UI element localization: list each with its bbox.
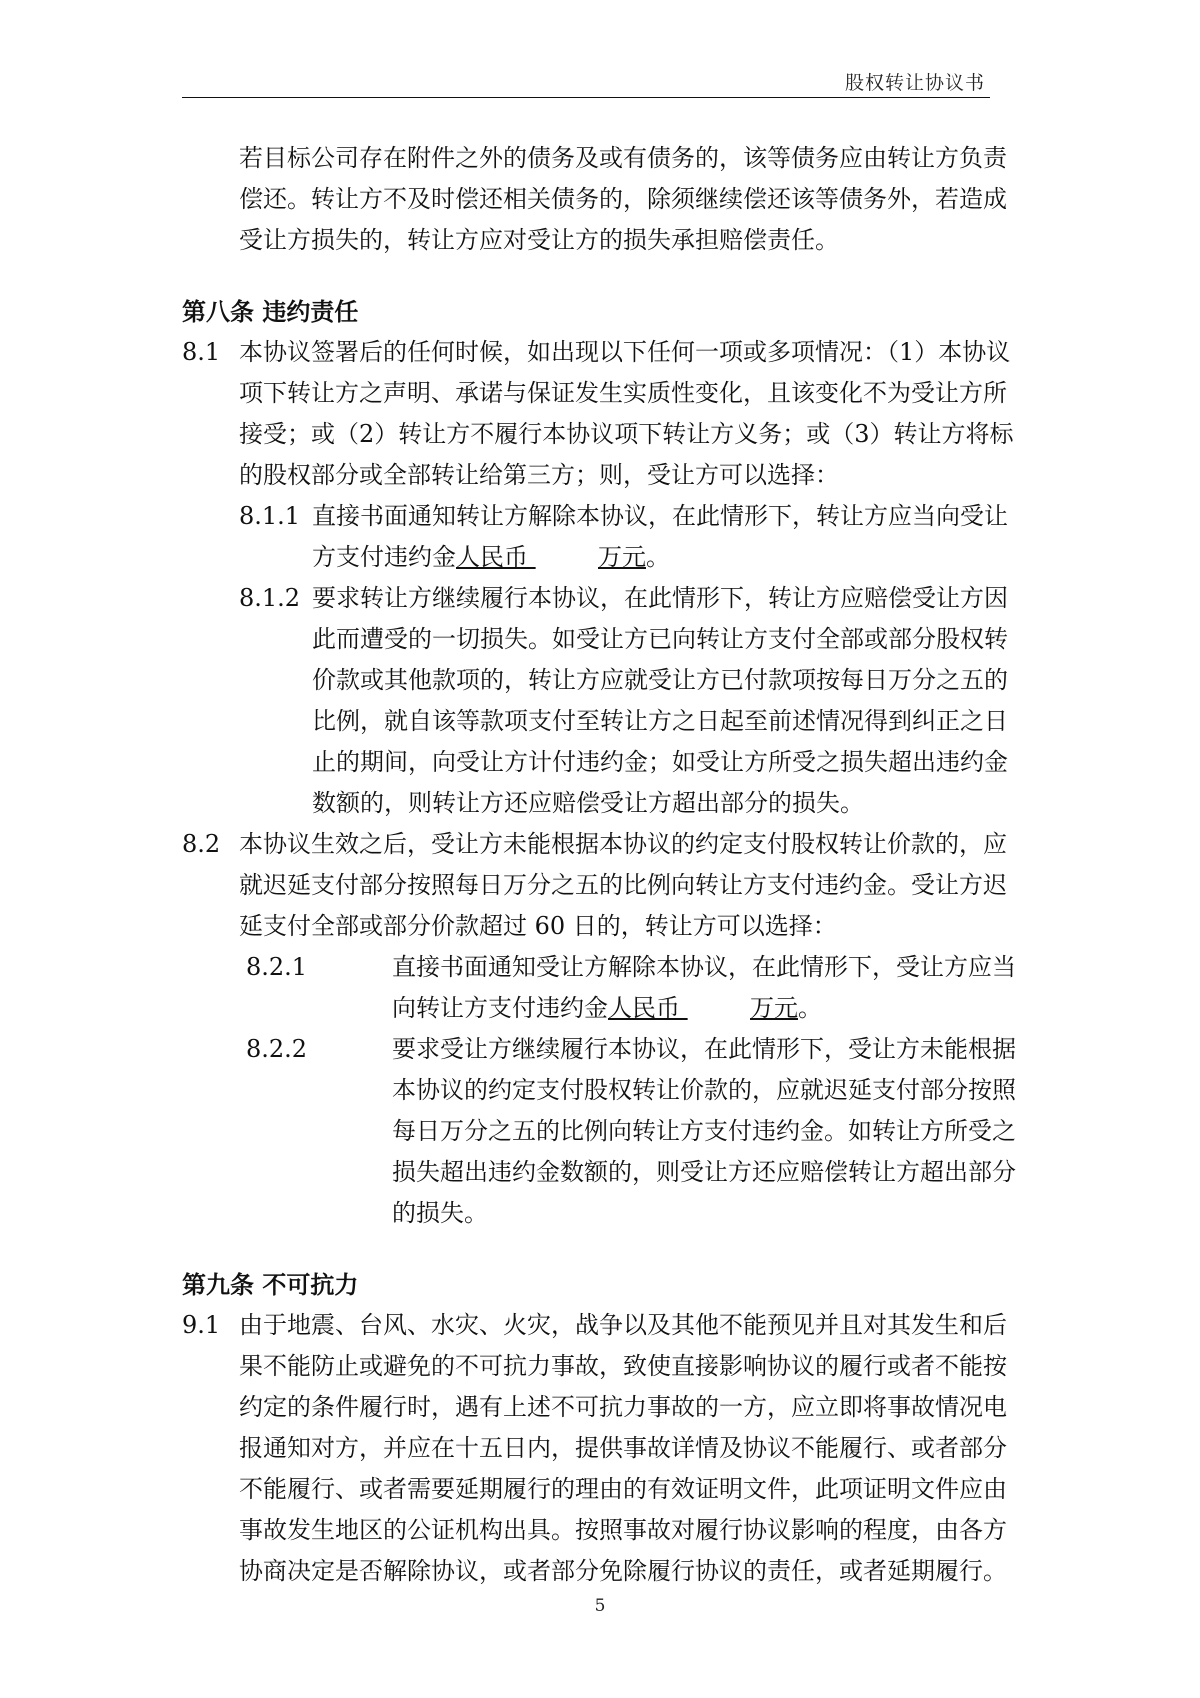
- page-number: 5: [594, 1596, 606, 1616]
- clause-number: 8.1.1: [239, 502, 301, 530]
- clause-end: 。: [646, 543, 670, 571]
- clause-text: 本协议签署后的任何时候，如出现以下任何一项或多项情况：（1）本协议项下转让方之声明、承诺与保证发生实质性变化，且该变化不为受让方所接受；或（2）转让方不履行本协议项下转让方义务；或（3）转让方将标的股权部分或全部转让给第三方；则，受让方可以选择：: [239, 338, 1014, 489]
- clause-number: 8.1: [182, 338, 221, 366]
- clause-text: 本协议生效之后，受让方未能根据本协议的约定支付股权转让价款的，应就迟延支付部分按照每日万分之五的比例向转让方支付违约金。受让方迟延支付全部或部分价款超过 60 日的，转让方可以选择：: [239, 830, 1007, 940]
- clause-9-1: [182, 1305, 1027, 1592]
- clause-number: 8.2.1: [246, 953, 308, 981]
- document-body: [182, 138, 1027, 1592]
- amount-suffix: 万元: [750, 994, 798, 1022]
- article-9-heading: 第九条 不可抗力: [182, 1270, 359, 1299]
- clause-text: 直接书面通知转让方解除本协议，在此情形下，转让方应当向受让方支付违约金: [312, 502, 1008, 571]
- intro-paragraph: 若目标公司存在附件之外的债务及或有债务的，该等债务应由转让方负责偿还。转让方不及时偿还相关债务的，除须继续偿还该等债务外，若造成受让方损失的，转让方应对受让方的损失承担赔偿责任。: [239, 144, 1007, 254]
- clause-number: 9.1: [182, 1311, 221, 1339]
- article-8-heading: 第八条 违约责任: [182, 297, 359, 326]
- amount-blank: [680, 988, 750, 1029]
- clause-8-2: [182, 824, 1027, 947]
- amount-prefix: 人民币: [608, 994, 680, 1022]
- amount-blank: [528, 537, 598, 578]
- clause-8-2-1: [182, 947, 1027, 1029]
- header-title: 股权转让协议书: [844, 72, 985, 94]
- clause-text: 直接书面通知受让方解除本协议，在此情形下，受让方应当向转让方支付违约金: [392, 953, 1016, 1022]
- clause-text: 要求受让方继续履行本协议，在此情形下，受让方未能根据本协议的约定支付股权转让价款的，应就迟延支付部分按照每日万分之五的比例向转让方支付违约金。如转让方所受之损失超出违约金数额的，则受让方还应赔偿转让方超出部分的损失。: [392, 1035, 1016, 1227]
- clause-number: 8.2: [182, 830, 221, 858]
- clause-end: 。: [798, 994, 822, 1022]
- clause-text: 要求转让方继续履行本协议，在此情形下，转让方应赔偿受让方因此而遭受的一切损失。如受让方已向转让方支付全部或部分股权转价款或其他款项的，转让方应就受让方已付款项按每日万分之五的比例，就自该等款项支付至转让方之日起至前述情况得到纠正之日止的期间，向受让方计付违约金；如受让方所受之损失超出违约金数额的，则转让方还应赔偿受让方超出部分的损失。: [312, 584, 1008, 817]
- clause-text: 由于地震、台风、水灾、火灾，战争以及其他不能预见并且对其发生和后果不能防止或避免的不可抗力事故，致使直接影响协议的履行或者不能按约定的条件履行时，遇有上述不可抗力事故的一方，应立即将事故情况电报通知对方，并应在十五日内，提供事故详情及协议不能履行、或者部分不能履行、或者需要延期履行的理由的有效证明文件，此项证明文件应由事故发生地区的公证机构出具。按照事故对履行协议影响的程度，由各方协商决定是否解除协议，或者部分免除履行协议的责任，或者延期履行。: [239, 1311, 1007, 1585]
- clause-8-1-1: [182, 496, 1027, 578]
- clause-8-1: [182, 332, 1027, 496]
- amount-prefix: 人民币: [456, 543, 528, 571]
- amount-suffix: 万元: [598, 543, 646, 571]
- clause-8-1-2: [182, 578, 1027, 824]
- clause-number: 8.2.2: [246, 1035, 308, 1063]
- header-divider: [182, 97, 990, 98]
- clause-8-2-2: [182, 1029, 1027, 1234]
- clause-number: 8.1.2: [239, 584, 301, 612]
